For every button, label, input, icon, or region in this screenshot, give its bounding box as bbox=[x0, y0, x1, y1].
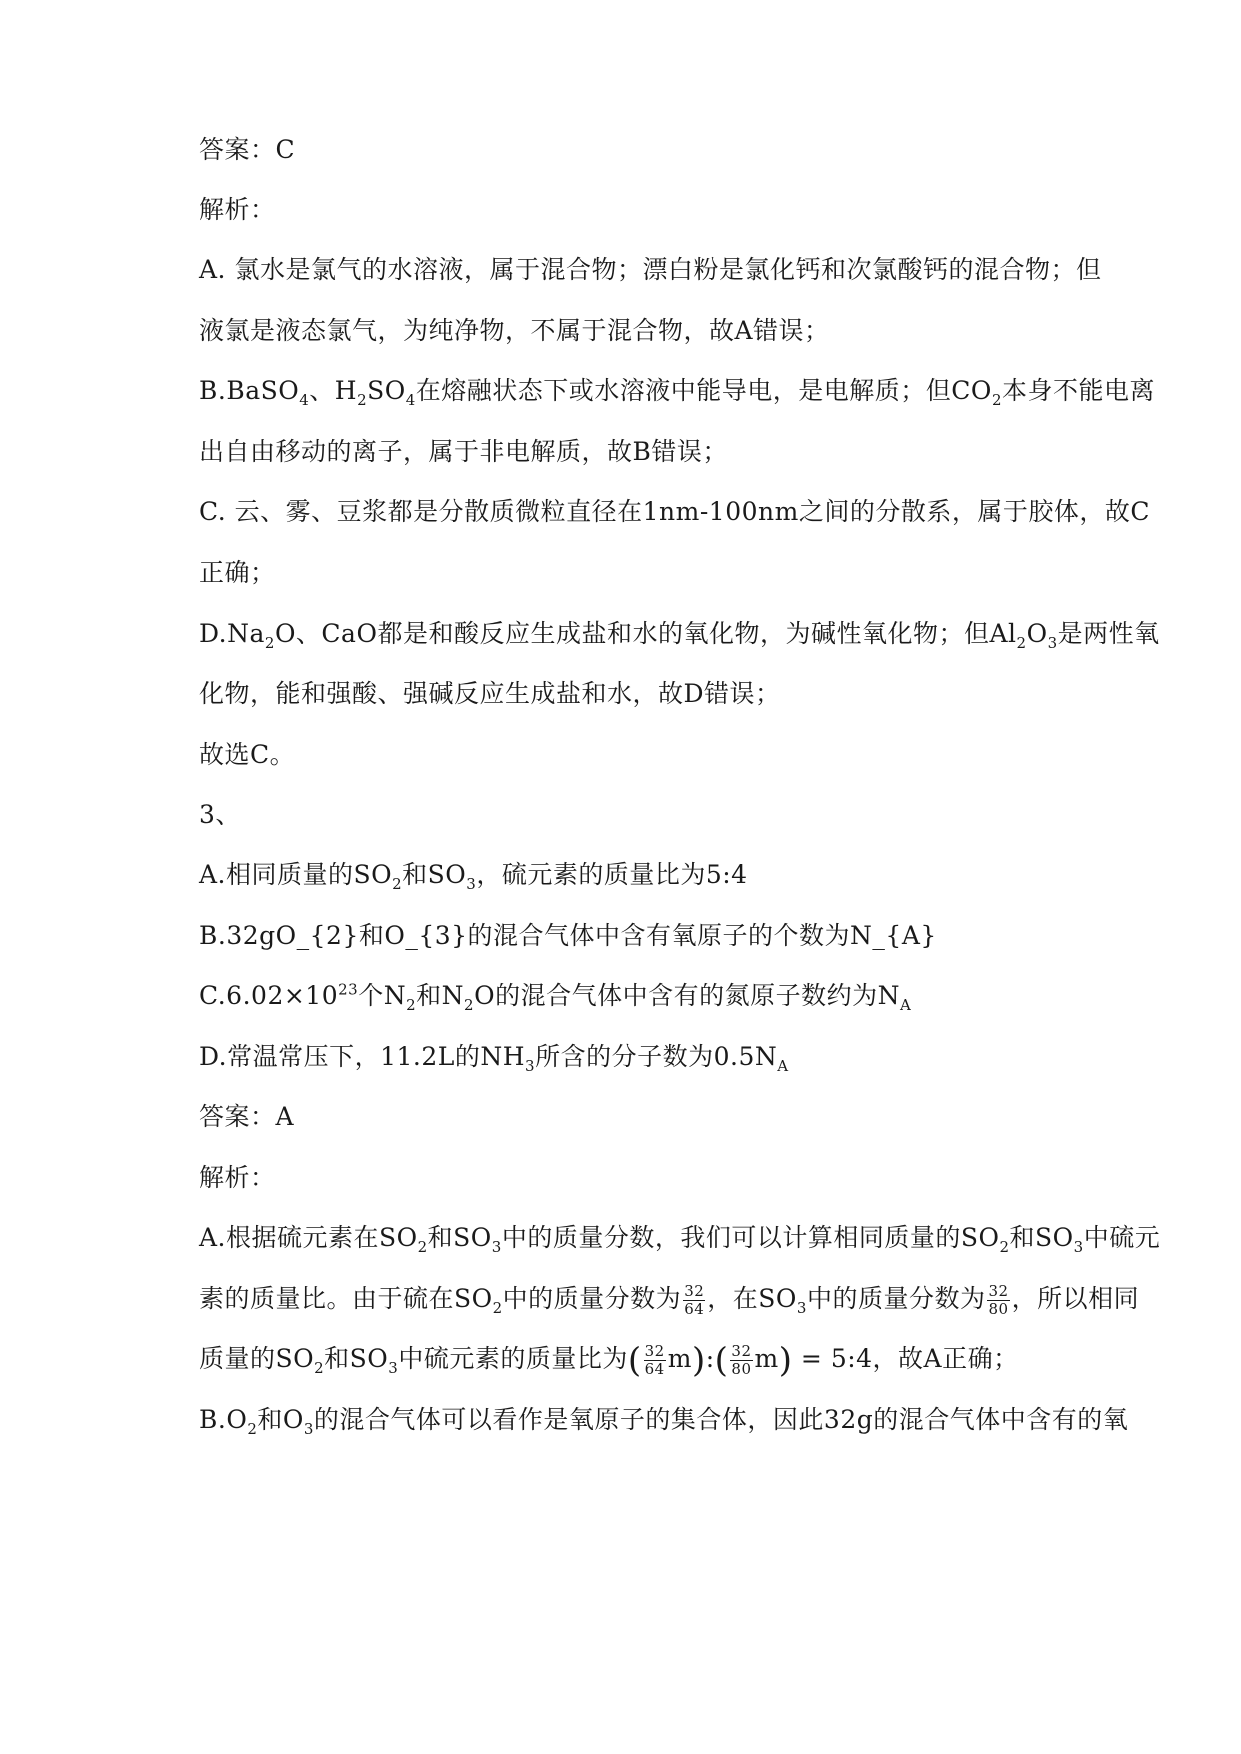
analysis-heading-2: 解析： bbox=[199, 1163, 276, 1192]
analysis2-paragraph-a: A.根据硫元素在$SO_2$和$SO_3$中的质量分数，我们可以计算相同质量的$SO_2$和$SO_3$中硫元 bbox=[199, 1223, 1161, 1256]
analysis-paragraph-d-cont: 化物，能和强酸、强碱反应生成盐和水，故D错误； bbox=[199, 679, 781, 708]
analysis-paragraph-c-cont: 正确； bbox=[199, 558, 276, 587]
question-number: 3、 bbox=[199, 800, 241, 829]
analysis2-paragraph-a-cont2: 质量的$SO_2$和$SO_3$中硫元素的质量比为( $\frac{32}{64}$ m):( $\frac{32}{80}$ m) = 5:4，故A正确； bbox=[199, 1340, 1019, 1381]
fraction-32-80: $\frac{32}{80}$ bbox=[731, 1342, 752, 1378]
analysis-paragraph-b: B.BaSO$_4$、$H_2SO_4$在熔融状态下或水溶液中能导电，是电解质；但$CO_2$本身不能电离 bbox=[199, 376, 1155, 409]
fraction-32-64: $\frac{32}{64}$ bbox=[684, 1282, 705, 1318]
answer-line: 答案：C bbox=[199, 135, 296, 164]
analysis-paragraph-a-cont: 液氯是液态氯气，为纯净物，不属于混合物，故A错误； bbox=[199, 316, 830, 345]
answer-line-2: 答案：A bbox=[199, 1102, 295, 1131]
analysis-paragraph-c: C. 云、雾、豆浆都是分散质微粒直径在1nm-100nm之间的分散系，属于胶体，故C bbox=[199, 497, 1150, 526]
option-b: B.32gO_{2}和O_{3}的混合气体中含有氧原子的个数为N_{A} bbox=[199, 921, 937, 950]
analysis-heading: 解析： bbox=[199, 195, 276, 224]
analysis2-paragraph-b: $B.O_2$和$O_3$的混合气体可以看作是氧原子的集合体，因此32g的混合气体中含有的氧 bbox=[199, 1405, 1129, 1438]
fraction-32-80: $\frac{32}{80}$ bbox=[988, 1282, 1009, 1318]
analysis-paragraph-b-cont: 出自由移动的离子，属于非电解质，故B错误； bbox=[199, 437, 728, 466]
analysis2-paragraph-a-cont1: 素的质量比。由于硫在$SO_2$中的质量分数为 $\frac{32}{64}$ ，在$SO_3$中的质量分数为 $\frac{32}{80}$ ，所以相同 bbox=[199, 1282, 1140, 1318]
option-c: $C.6.02\times 10^{23}$个$N_2$和$N_2O$的混合气体中含有的氮原子数约为$N_A$ bbox=[199, 980, 912, 1014]
analysis-paragraph-a: A. 氯水是氯气的水溶液，属于混合物；漂白粉是氯化钙和次氯酸钙的混合物；但 bbox=[199, 255, 1102, 284]
conclusion-line: 故选C。 bbox=[199, 740, 296, 769]
fraction-32-64: $\frac{32}{64}$ bbox=[644, 1342, 665, 1378]
analysis-paragraph-d: $D.Na_2O$、CaO都是和酸反应生成盐和水的氧化物，为碱性氧化物；但$Al_2O_3$是两性氧 bbox=[199, 619, 1160, 652]
option-d: D.常温常压下，11.2L的$NH_3$所含的分子数为$0.5N_A$ bbox=[199, 1042, 789, 1075]
option-a: A.相同质量的$SO_2$和$SO_3$，硫元素的质量比为5:4 bbox=[199, 860, 748, 893]
